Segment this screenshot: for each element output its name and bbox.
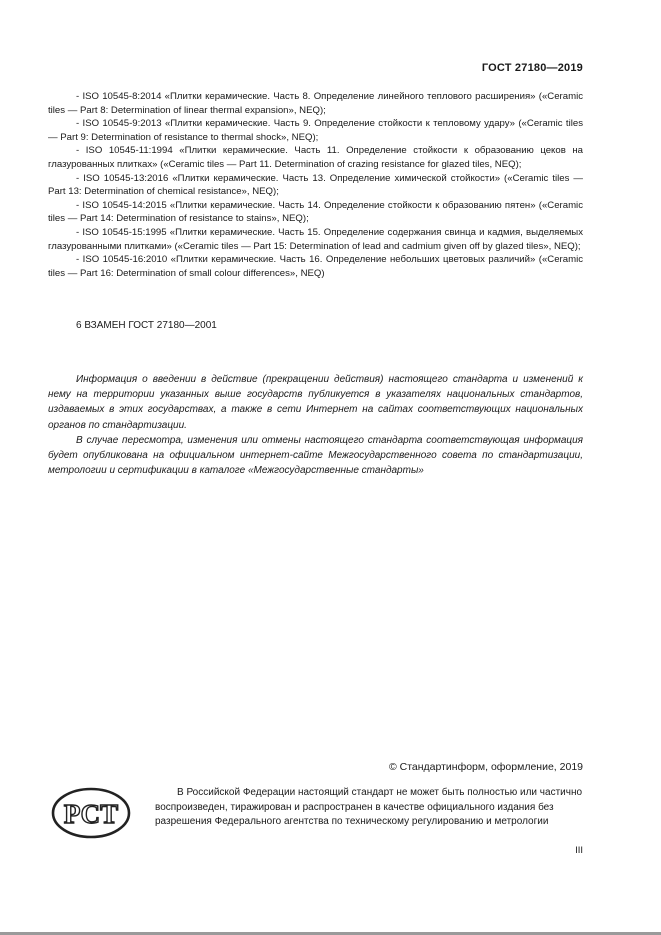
reference-item: - ISO 10545-9:2013 «Плитки керамические. Часть 9. Определение стойкости к тепловому удару» («Ceramic tiles — Part 9: Determination of resistance to thermal shock», NEQ); [48,118,583,143]
reference-item: - ISO 10545-11:1994 «Плитки керамические. Часть 11. Определение стойкости к образованию цеков на глазурованных плитках» («Ceramic tiles — Part 11. Determination of crazing resistance for glazed tiles, NEQ); [48,145,583,170]
federation-notice [155,786,585,830]
standard-code-header: ГОСТ 27180—2019 [481,62,583,74]
section-6-replaces: 6 ВЗАМЕН ГОСТ 27180—2001 [76,320,217,331]
copyright-line: © Стандартинформ, оформление, 2019 [388,761,583,773]
reference-item: - ISO 10545-15:1995 «Плитки керамические. Часть 15. Определение содержания свинца и кадмия, выделяемых глазурованными плитками» («Ceramic tiles — Part 15: Determination of lead and cadmium given off by glazed tiles», NEQ); [48,226,583,252]
normative-references-list [48,90,583,280]
info-paragraph: В случае пересмотра, изменения или отмены настоящего стандарта соответствующая информация будет опубликована на официальном интернет-сайте Межгосударственного совета по стандартизации, метрологии и сертификации в каталоге «Межгосударственные стандарты» [48,434,583,477]
reference-item: - ISO 10545-8:2014 «Плитки керамические. Часть 8. Определение линейного теплового расширения» («Ceramic tiles — Part 8: Determination of linear thermal expansion», NEQ); [48,91,583,116]
reference-item: - ISO 10545-13:2016 «Плитки керамические. Часть 13. Определение химической стойкости» («Ceramic tiles — Part 13: Determination of chemical resistance», NEQ); [48,172,583,198]
rst-logo-icon [50,786,132,840]
page-number: III [575,845,583,856]
reference-item: - ISO 10545-14:2015 «Плитки керамические. Часть 14. Определение стойкости к образованию пятен» («Ceramic tiles — Part 14: Determination of resistance to stains», NEQ); [48,199,583,225]
info-block [48,372,583,478]
notice-text: В Российской Федерации настоящий стандарт не может быть полностью или частично воспроизведен, тиражирован и распространен в качестве официального издания без разрешения Федерального агентства по техническому регулированию и метрологии [155,787,583,827]
logo-text: РСТ [63,799,119,829]
info-paragraph: Информация о введении в действие (прекращении действия) настоящего стандарта и изменений к нему на территории указанных выше государств публикуется в указателях национальных стандартов, издаваемых в этих государствах, а также в сети Интернет на сайтах соответствующих национальных органов по стандартизации. [48,374,583,431]
reference-item: - ISO 10545-16:2010 «Плитки керамические. Часть 16. Определение небольших цветовых различий» («Ceramic tiles — Part 16: Determination of small colour differences», NEQ) [48,254,583,279]
